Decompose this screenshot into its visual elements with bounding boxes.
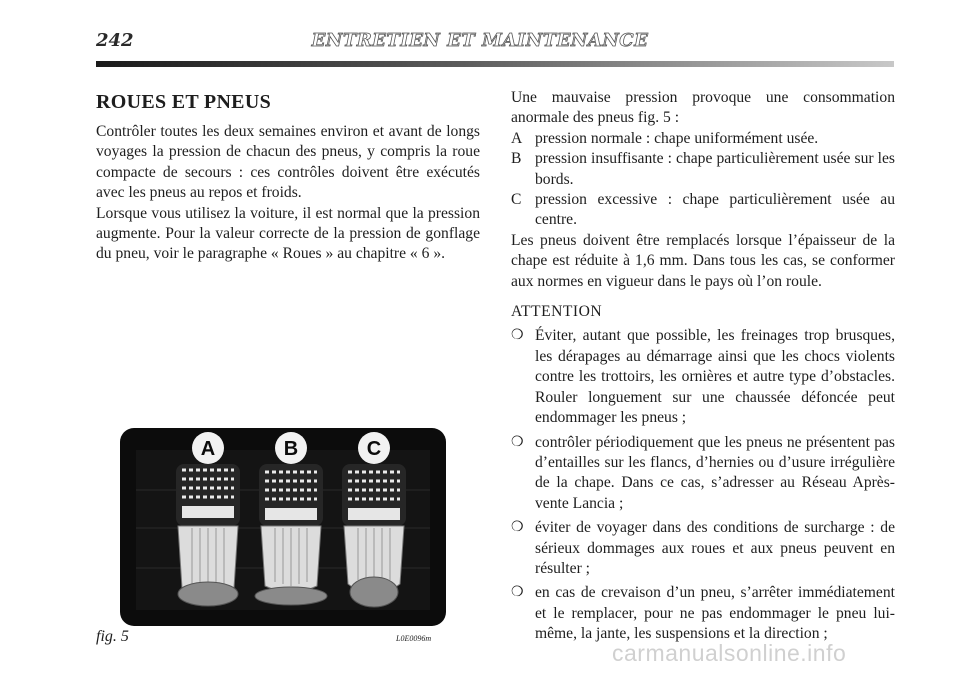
list-item-b xyxy=(511,149,895,190)
bullet-text: en cas de crevaison d’un pneu, s’arrêter immédiatement et le remplacer, pour ne pas endommager le pneu lui-même, la jante, les suspensions et la direction ; xyxy=(535,584,895,643)
attention-label: ATTENTION xyxy=(511,303,603,321)
tire-pressure-figure xyxy=(120,428,446,626)
list-item-a xyxy=(511,129,895,149)
warning-bullet-2 xyxy=(511,433,895,515)
bullet-text: contrôler périodiquement que les pneus ne présentent pas d’entailles sur les flancs, d’hernies ou d’usure irrégulière de la chape. Dans ce cas, s’adresser au Réseau Après-vente Lancia ; xyxy=(535,433,895,512)
bullet-circle-icon: ❍ xyxy=(511,520,524,536)
list-text: pression insuffisante : chape particulièrement usée sur les bords. xyxy=(535,150,895,188)
intro-paragraph: Une mauvaise pression provoque une consommation anormale des pneus fig. 5 : xyxy=(511,89,895,127)
list-item-c xyxy=(511,190,895,231)
page-number: 242 xyxy=(96,30,134,51)
tire-a xyxy=(176,464,240,606)
list-letter: A xyxy=(511,129,523,147)
tire-c xyxy=(342,464,406,607)
paragraph-1: Contrôler toutes les deux semaines environ et avant de longs voyages la pression de chacun des pneus, y compris la roue compacte de secours : ces contrôles doivent être exécutés avec les pneus au repos et froids. xyxy=(96,123,480,202)
list-text: pression excessive : chape particulièrement usée au centre. xyxy=(535,191,895,229)
replace-paragraph: Les pneus doivent être remplacés lorsque l’épaisseur de la chape est réduite à 1,6 mm. Dans tous les cas, se conformer aux normes en vigueur dans le pays où l’on roule. xyxy=(511,231,895,290)
marker-a: A xyxy=(200,438,216,460)
figure-caption: fig. 5 xyxy=(96,628,129,645)
paragraph-2: Lorsque vous utilisez la voiture, il est normal que la pression augmente. Pour la valeur correcte de la pression de gonflage du pneu, voir le paragraphe « Roues » au chapitre « 6 ». xyxy=(96,204,480,263)
tire-wear-illustration xyxy=(120,428,446,626)
warning-bullet-4 xyxy=(511,583,895,644)
header-rule xyxy=(96,61,894,67)
warning-bullet-1 xyxy=(511,326,895,428)
bullet-circle-icon: ❍ xyxy=(511,434,524,450)
right-column xyxy=(511,88,895,645)
list-letter: C xyxy=(511,191,522,209)
bullet-text: Éviter, autant que possible, les freinages trop brusques, les dérapages au démarrage ainsi que les chocs violents contre les trottoirs, les ornières et autre type d’obstacles. Rouler longuement sur une chaussée défoncée peut endommager les pneus ; xyxy=(535,327,895,427)
list-text: pression normale : chape uniformément usée. xyxy=(535,129,819,147)
list-letter: B xyxy=(511,150,522,168)
marker-c: C xyxy=(366,438,382,460)
figure-code: L0E0096m xyxy=(396,634,432,643)
watermark: carmanualsonline.info xyxy=(612,640,847,666)
running-title: ENTRETIEN ET MAINTENANCE xyxy=(311,30,649,51)
marker-b: B xyxy=(283,438,299,460)
section-title: ROUES ET PNEUS xyxy=(96,91,271,113)
left-column xyxy=(96,88,480,265)
warning-bullet-3 xyxy=(511,518,895,579)
bullet-text: éviter de voyager dans des conditions de surcharge : de sérieux dommages aux roues et aux pneus peuvent en résulter ; xyxy=(535,519,895,577)
bullet-circle-icon: ❍ xyxy=(511,328,524,344)
tire-b xyxy=(255,464,327,605)
bullet-circle-icon: ❍ xyxy=(511,585,524,601)
